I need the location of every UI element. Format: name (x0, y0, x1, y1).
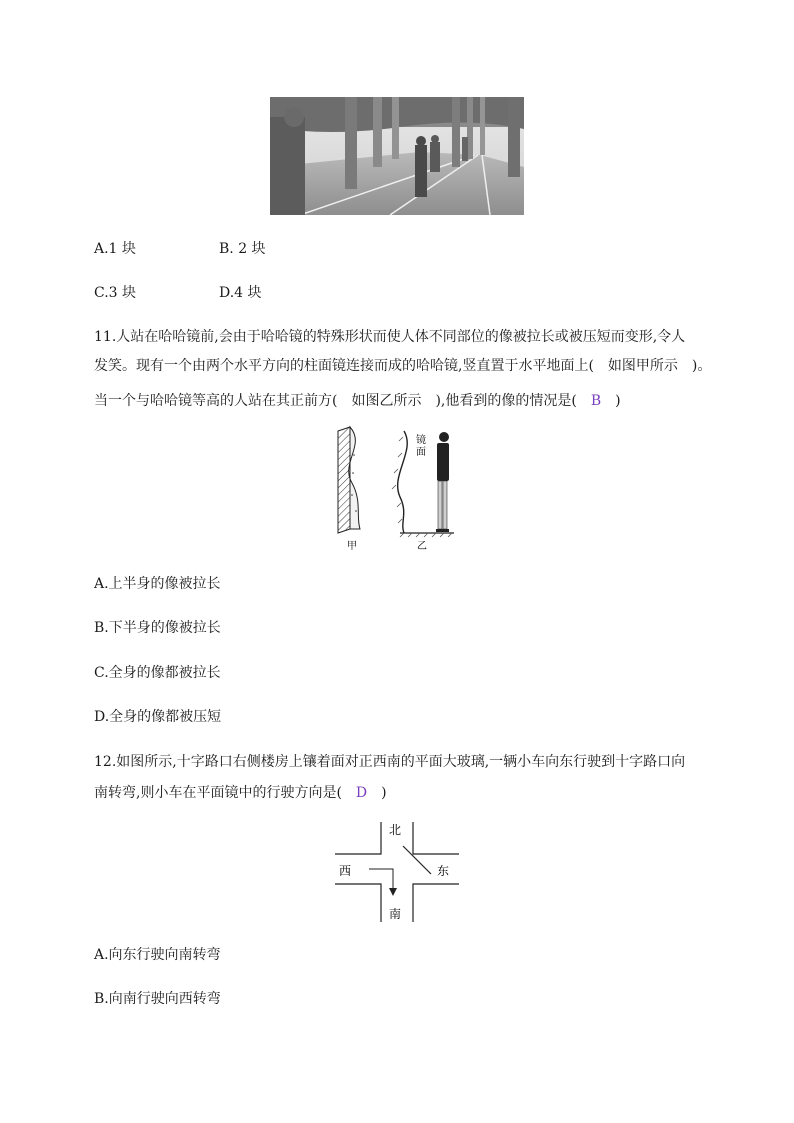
q11-stem-line3 (94, 391, 621, 411)
q10-option-c: C.3 块 (94, 285, 137, 301)
q11-option-a: A.上半身的像被拉长 (94, 576, 221, 592)
mirror-label-1: 镜 (416, 435, 426, 446)
bridge-photo (270, 97, 524, 215)
q11-stem-line2: 发笑。现有一个由两个水平方向的柱面镜连接而成的哈哈镜,竖直置于水平地面上( 如图甲所示 )。 (94, 358, 712, 374)
east-label: 东 (437, 864, 450, 878)
q11-stem-text: 当一个与哈哈镜等高的人站在其正前方( 如图乙所示 ),他看到的像的情况是( (94, 393, 591, 409)
figure-label-jia: 甲 (347, 541, 357, 552)
q12-crossroad-figure (333, 820, 461, 924)
q11-option-d: D.全身的像都被压短 (94, 709, 222, 725)
q11-figure (330, 425, 460, 553)
q12-stem-line1: 12.如图所示,十字路口右侧楼房上镶着面对正西南的平面大玻璃,一辆小车向东行驶到十字路口向 (94, 754, 686, 770)
q12-stem-close: ) (367, 785, 387, 801)
q11-answer: B (590, 393, 602, 409)
q12-option-a: A.向东行驶向南转弯 (94, 947, 221, 963)
south-label: 南 (389, 907, 402, 921)
q10-option-d: D.4 块 (219, 285, 262, 301)
q10-option-a: A.1 块 (94, 241, 136, 257)
q12-answer: D (355, 785, 368, 801)
mirror-label-2: 面 (416, 447, 426, 458)
q11-option-c: C.全身的像都被拉长 (94, 665, 221, 681)
north-label: 北 (389, 823, 402, 837)
q11-stem-line1: 11.人站在哈哈镜前,会由于哈哈镜的特殊形状而使人体不同部位的像被拉长或被压短而变形,令人 (94, 329, 686, 345)
q11-stem-close: ) (601, 393, 621, 409)
q10-option-b: B. 2 块 (219, 241, 266, 257)
q12-option-b: B.向南行驶向西转弯 (94, 991, 221, 1007)
west-label: 西 (339, 864, 352, 878)
q11-option-b: B.下半身的像被拉长 (94, 620, 221, 636)
q12-stem-line2 (94, 783, 387, 803)
figure-label-yi: 乙 (417, 541, 427, 552)
q12-stem-text: 南转弯,则小车在平面镜中的行驶方向是( (94, 785, 356, 801)
